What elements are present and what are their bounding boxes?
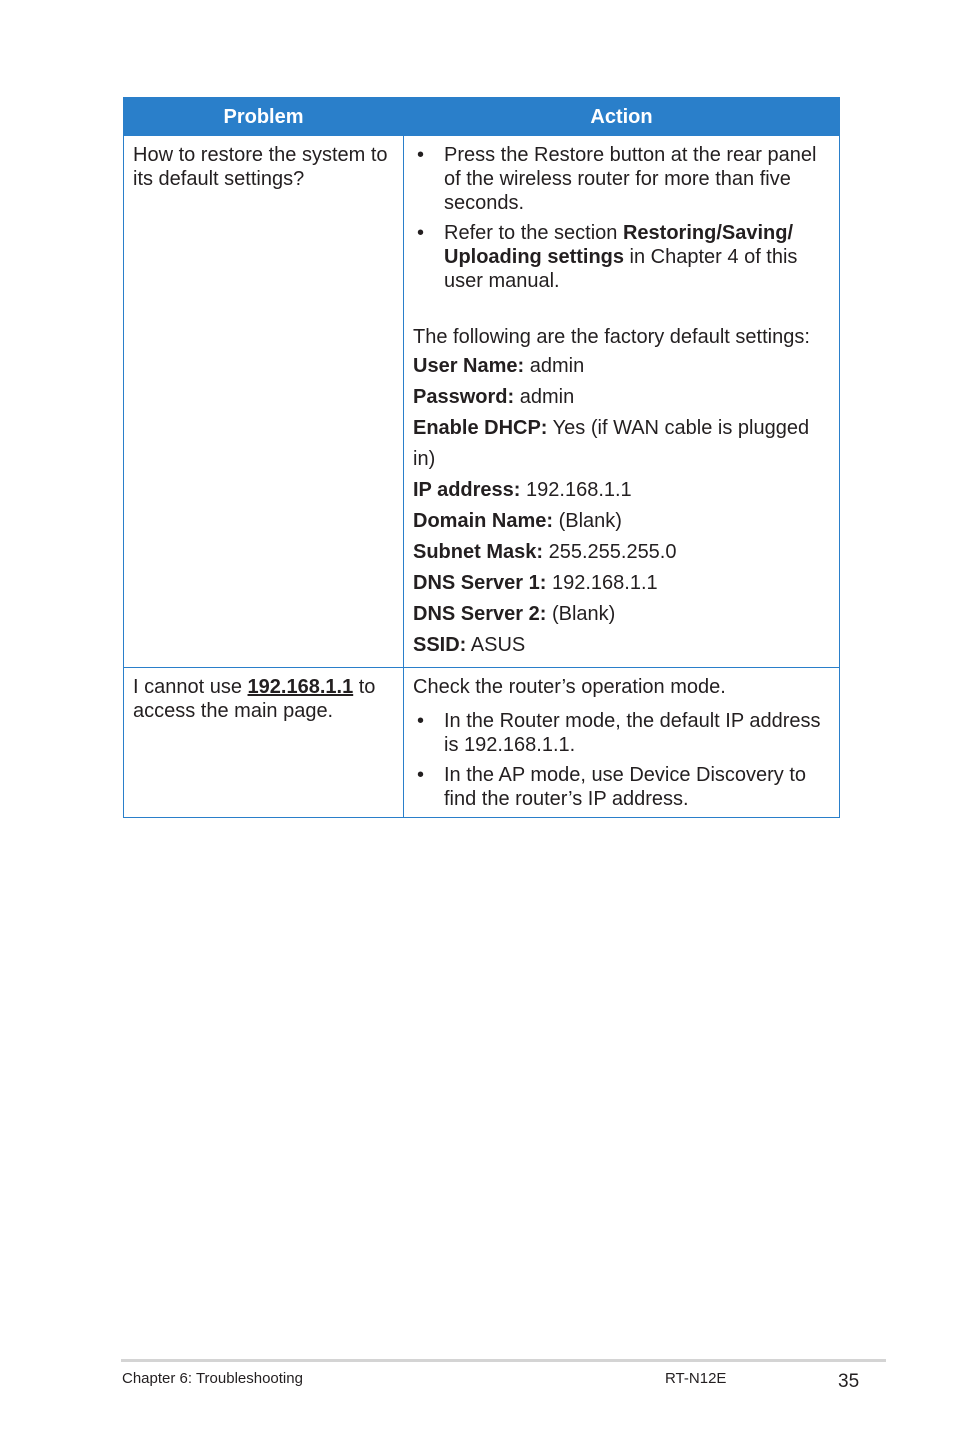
defaults-intro: The following are the factory default settings: (413, 326, 810, 348)
list-item (413, 143, 830, 215)
setting-enable-dhcp: Enable DHCP: Yes (if WAN cable is plugged in) (413, 417, 810, 470)
troubleshooting-table (123, 97, 840, 818)
setting-dns-server-2: DNS Server 2: (Blank) (413, 603, 616, 625)
list-item (413, 709, 830, 757)
bullet-text: Press the Restore button at the rear panel of the wireless router for more than five seconds. (444, 144, 817, 214)
table-header-row (124, 98, 840, 136)
bullet-icon: • (417, 710, 425, 732)
header-action: Action (404, 98, 840, 136)
bullet-text: In the AP mode, use Device Discovery to find the router’s IP address. (444, 764, 807, 810)
problem-cell (124, 136, 404, 668)
header-problem: Problem (124, 98, 404, 136)
setting-password: Password: admin (413, 386, 575, 408)
setting-dns-server-1: DNS Server 1: 192.168.1.1 (413, 572, 658, 594)
problem-text-post: to access the main page. (133, 676, 376, 722)
bullet-text: In the Router mode, the default IP address is 192.168.1.1. (444, 710, 821, 756)
bullet-text-post: in Chapter 4 of this user manual. (444, 246, 798, 292)
footer-chapter: Chapter 6: Troubleshooting (122, 1370, 303, 1387)
bullet-icon: • (417, 764, 425, 786)
action-cell (404, 668, 840, 818)
setting-ssid: SSID: ASUS (413, 634, 526, 656)
table-row (124, 136, 840, 668)
list-item (413, 221, 830, 293)
list-item (413, 763, 830, 811)
table-row (124, 668, 840, 818)
page-number: 35 (838, 1371, 860, 1392)
setting-ip-address: IP address: 192.168.1.1 (413, 479, 632, 501)
setting-subnet-mask: Subnet Mask: 255.255.255.0 (413, 541, 677, 563)
setting-domain-name: Domain Name: (Blank) (413, 510, 622, 532)
problem-text: How to restore the system to its default settings? (133, 144, 388, 190)
bullet-icon: • (417, 222, 425, 244)
ip-link[interactable]: 192.168.1.1 (247, 676, 354, 698)
setting-user-name: User Name: admin (413, 355, 585, 377)
bullet-text-pre: Refer to the section (444, 222, 623, 244)
footer-model: RT-N12E (665, 1370, 727, 1387)
section-reference: Restoring/Saving/ Uploading settings (444, 222, 794, 268)
action-cell (404, 136, 840, 668)
bullet-icon: • (417, 144, 425, 166)
problem-cell (124, 668, 404, 818)
problem-text-pre: I cannot use (133, 676, 248, 698)
action-intro: Check the router’s operation mode. (413, 676, 726, 698)
footer-divider (121, 1359, 886, 1362)
